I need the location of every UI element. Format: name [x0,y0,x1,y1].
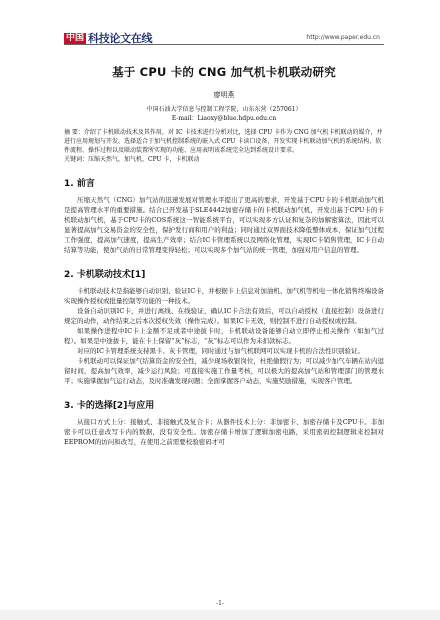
paragraph: 如果操作进程中IC卡上金额不足或者中途拔卡时，卡机联动设备能够自动立即停止相关操作（如加气过程）。如果是中途拔卡，能在卡上保留“灰”标志，“灰”标志可以作为未扣款标志。 [64,327,384,345]
paragraph: 对应的IC卡管理系统支持黑卡、灰卡管理，同时通过与加气机联网可以实现卡机的合法性识别验证。 [77,347,365,355]
header-divider [64,44,384,45]
paragraph: 卡机联动技术是指能够自动识别、验证IC卡，并根据卡上信息对加油机、加气机等机电一体化销售终端设备实现操作授权或批量控制等功能的一种技术。 [64,287,384,305]
paper-author: 廖明燕 [213,91,235,99]
paper-affiliation: 中国石油大学信息与控制工程学院，山东东营（257061） [146,106,302,113]
paper-title: 基于 CPU 卡的 CNG 加气机卡机联动研究 [112,65,336,79]
logo-text: 科技论文在线 [88,32,153,45]
section-heading-intro: 1. 前言 [64,179,95,189]
logo-mark: 中国 [66,32,85,43]
site-url[interactable]: http://www.paper.edu.cn [306,34,380,41]
section-heading-linkage: 2. 卡机联动技术[1] [64,270,146,280]
paper-email: E-mail：Liaoxy@blue.hdpu.edu.cn [171,115,277,122]
section-heading-card-selection: 3. 卡的选择[2]与应用 [64,401,155,411]
paragraph: 卡机联动可以保证加气结算资金的安全性，减少现场收银岗位，杜绝偷假行为；可以减少加气车辆在站内逗留时间，提高加气效率，减少运行风险；可直接实施工作量考核，可以极大的提高加气站和管理部门的管理水平；实施掌握加气运行动态，及时准确发现问题；全面掌握客户动态，实施奖励措施，实现客户管理。 [64,357,384,385]
bottom-bar [0,610,440,620]
paper-body [64,56,384,447]
paragraph: 压缩天然气（CNG）加气站的迅速发展对管理水平提出了更高的要求，开发基于CPU卡的卡机联动加气机是提高管理水平的重要措施。结合已开发基于SLE4442加密存储卡的卡机联动加气机，开发出基于CPU卡的卡机联动加气机，基于CPU卡的COS系统这一智能系统平台，可以实现多方认证和复杂的加解密算法，因此可以显著提高加气交易资金的安全性，保护发行商和用户的利益；同时通过双界面技术降低整体成本，保证加气过程工作强度，提高加气速度，提高生产效率；结合IC卡管理系统以及网络化管理，实现IC卡销售管理，IC卡自动结算等功能，使加气站的日常管理变得轻松；可以实现多个加气站的统一管理，加强对用户信息的管理。 [64,196,384,254]
page-header [0,0,440,44]
paragraph: 从接口方式上分：接触式、非接触式及复合卡；从器件技术上分：非加密卡、加密存储卡及CPU卡。非加密卡可以任意改写卡内的数据，没有安全性。加密存储卡增加了逻辑加密电路，采用密码控制逻辑来控制对EEPROM的访问和改写，在使用之前需要校验密码才可 [64,418,384,446]
paragraph: 设备自动识别IC卡，并进行离线、在线验证，确认IC卡合法有效后，可以自动授权（直接控制）设备进行规定的动作，动作结束之后本次授权失效（操作完成）。如果IC卡无效，则控制不进行自动授权或控制。 [64,307,384,325]
page-number: -1- [216,600,224,607]
paper-abstract: 摘 要：介绍了卡机联动技术及其作用，对 IC 卡技术进行分析对比，选择 CPU 卡作为 CNG 加气机卡机联动的媒介，并进行应用规划与开发。选择适合于加气机控制系统的嵌入式 CPU 卡读口设备，开发实现卡机联动加气机的系统结构、软件流程、操作过程以及联动装置所实现的功能、应用表明该系统完全达到系统设计要求。 [64,129,383,154]
paper-keywords: 关键词：压缩天然气，加气机，CPU 卡，卡机联动 [64,156,200,163]
